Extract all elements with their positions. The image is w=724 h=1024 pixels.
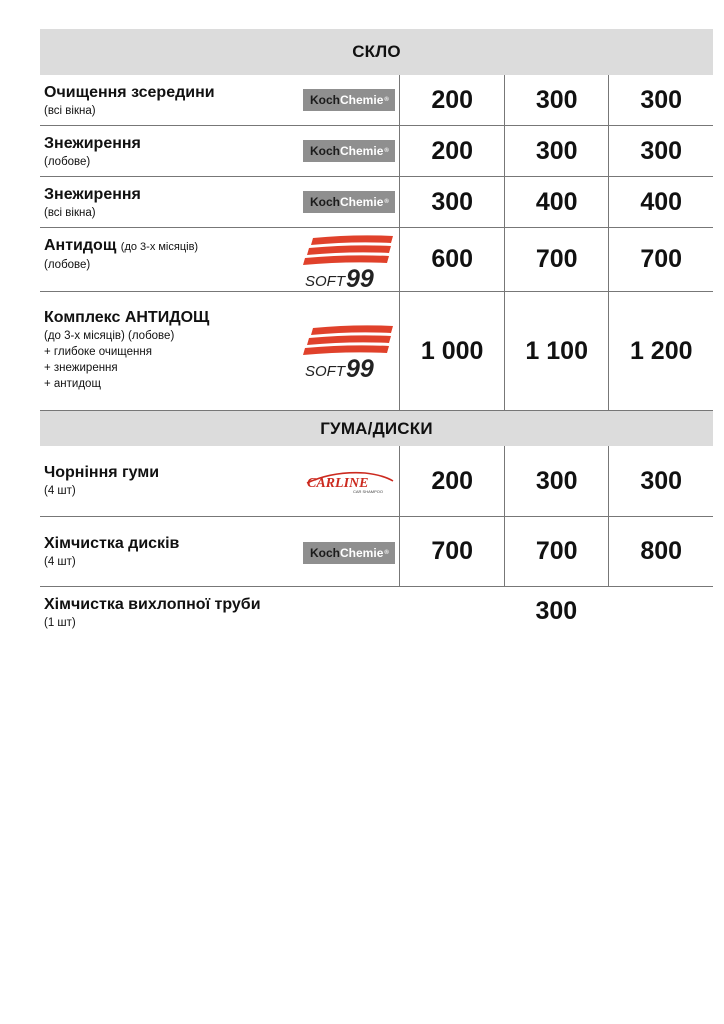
section-title: ГУМА/ДИСКИ bbox=[320, 418, 433, 438]
service-subtitle: (лобове) bbox=[44, 156, 91, 168]
service-description bbox=[40, 517, 399, 586]
service-description bbox=[40, 587, 400, 637]
price-cell: 700 bbox=[504, 517, 609, 586]
price-cell: 300 bbox=[504, 75, 609, 125]
service-subtitle: (всі вікна) bbox=[44, 105, 96, 117]
service-description bbox=[40, 228, 399, 291]
kochchemie-logo: Koch Chemie ® bbox=[303, 89, 395, 111]
price-cell: 700 bbox=[399, 517, 504, 586]
service-title: Антидощ (до 3-х місяців) bbox=[44, 237, 199, 254]
service-title: Хімчистка вихлопної труби bbox=[44, 596, 261, 613]
soft99-logo bbox=[303, 322, 395, 380]
section-header-rubber-wheels bbox=[40, 411, 713, 446]
price-cell: 400 bbox=[504, 177, 609, 227]
service-title: Знежирення bbox=[44, 186, 141, 203]
service-subtitle: (лобове) bbox=[44, 259, 91, 271]
svg-text:CAR SHAMPOO: CAR SHAMPOO bbox=[353, 489, 384, 494]
svg-text:SOFT: SOFT bbox=[305, 363, 346, 380]
service-subtitle: (4 шт) bbox=[44, 485, 76, 497]
price-cell: 800 bbox=[608, 517, 713, 586]
service-subtitle: (4 шт) bbox=[44, 556, 76, 568]
soft99-logo bbox=[303, 232, 395, 290]
price-cell: 300 bbox=[608, 446, 713, 516]
service-row bbox=[40, 126, 713, 177]
price-cell: 1 000 bbox=[399, 292, 504, 410]
price-cell: 300 bbox=[608, 126, 713, 176]
service-subtitle: + антидощ bbox=[44, 378, 101, 390]
price-cell: 1 200 bbox=[608, 292, 713, 410]
service-row bbox=[40, 292, 713, 411]
service-row bbox=[40, 228, 713, 292]
price-cell: 300 bbox=[504, 446, 609, 516]
service-row bbox=[40, 517, 713, 587]
service-description bbox=[40, 75, 399, 125]
price-cell: 600 bbox=[399, 228, 504, 291]
price-cell: 200 bbox=[399, 446, 504, 516]
service-title: Чорніння гуми bbox=[44, 464, 160, 481]
service-title: Хімчистка дисків bbox=[44, 535, 180, 552]
service-note: (до 3-х місяців) bbox=[120, 241, 199, 253]
price-cell: 700 bbox=[504, 228, 609, 291]
price-cell: 200 bbox=[399, 75, 504, 125]
section-header-glass bbox=[40, 29, 713, 75]
price-cell: 300 bbox=[504, 126, 609, 176]
svg-text:SOFT: SOFT bbox=[305, 273, 346, 290]
service-title: Очищення зсередини bbox=[44, 84, 215, 101]
price-list bbox=[40, 29, 713, 637]
svg-text:99: 99 bbox=[346, 355, 375, 380]
empty-cell bbox=[608, 587, 713, 637]
section-title: СКЛО bbox=[352, 42, 401, 61]
service-row bbox=[40, 587, 713, 637]
service-description bbox=[40, 446, 399, 516]
price-cell: 300 bbox=[608, 75, 713, 125]
price-cell: 1 100 bbox=[504, 292, 609, 410]
price-cell: 400 bbox=[608, 177, 713, 227]
empty-cell bbox=[400, 587, 505, 637]
price-cell: 700 bbox=[608, 228, 713, 291]
price-cell: 300 bbox=[535, 597, 578, 625]
service-title: Комплекс АНТИДОЩ bbox=[44, 309, 210, 326]
service-row bbox=[40, 177, 713, 228]
service-description bbox=[40, 177, 399, 227]
service-subtitle: (всі вікна) bbox=[44, 207, 96, 219]
price-cell: 200 bbox=[399, 126, 504, 176]
kochchemie-logo: Koch Chemie ® bbox=[303, 542, 395, 564]
svg-text:CARLINE: CARLINE bbox=[307, 476, 369, 491]
service-subtitle: (до 3-х місяців) (лобове) bbox=[44, 330, 175, 342]
carline-logo bbox=[303, 469, 395, 495]
service-description bbox=[40, 292, 399, 410]
service-row bbox=[40, 75, 713, 126]
kochchemie-logo: Koch Chemie ® bbox=[303, 140, 395, 162]
service-row bbox=[40, 446, 713, 517]
service-description bbox=[40, 126, 399, 176]
service-subtitle: (1 шт) bbox=[44, 617, 76, 629]
service-subtitle: + глибоке очищення bbox=[44, 346, 152, 358]
kochchemie-logo: Koch Chemie ® bbox=[303, 191, 395, 213]
svg-text:99: 99 bbox=[346, 265, 375, 290]
price-cell: 300 bbox=[399, 177, 504, 227]
service-title: Знежирення bbox=[44, 135, 141, 152]
service-subtitle: + знежирення bbox=[44, 362, 118, 374]
